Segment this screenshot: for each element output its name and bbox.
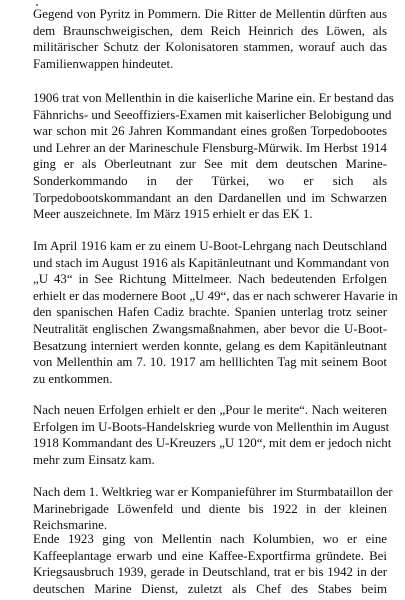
text-line: Kaffeeplantage erwarb und eine Kaffee-Exportfirma gründete. Bei xyxy=(33,548,387,563)
text-line: „U 43“ in See Richtung Mittelmeer. Nach bedeutenden Erfolgen xyxy=(33,272,387,287)
text-line: dem Braunschweigischen, dem Reich Heinrich des Löwen, als xyxy=(33,23,387,38)
text-line: Kriegsausbruch 1939, gerade in Deutschland, trat er bis 1942 in der xyxy=(33,565,387,580)
text-line: Nach dem 1. Weltkrieg war er Kompanieführer im Sturmbataillon der xyxy=(33,485,393,499)
text-line: Gegend von Pyritz in Pommern. Die Ritter de Mellentin dürften aus xyxy=(33,7,387,21)
text-line: Familienwappen hindeutet. xyxy=(33,56,174,71)
text-line: Neutralität englischen Zwangsmaßnahmen, aber bevor die U-Boot- xyxy=(33,321,387,336)
text-line: war schon mit 26 Jahren Kommandant eines großen Torpedobootes xyxy=(33,124,387,139)
text-line: und Lehrer an der Marineschule Flensburg-Mürwik. Im Herbst 1914 xyxy=(33,140,387,155)
text-line: Torpedobootskommandant an den Dardanellen und im Schwarzen xyxy=(33,190,387,205)
text-line: militärischer Schutz der Kolonisatoren stammen, worauf auch das xyxy=(33,40,387,55)
paragraph-after-war xyxy=(33,484,393,534)
paragraph-navy-career xyxy=(33,90,394,223)
paragraph-colombia xyxy=(33,531,387,597)
text-line: 1906 trat von Mellenthin in die kaiserliche Marine ein. Er bestand das xyxy=(33,91,394,105)
text-line: Sonderkommando in der Türkei, wo er sich als xyxy=(33,173,387,188)
text-line: 1918 Kommandant des U-Kreuzers „U 120“, mit dem er jedoch nicht xyxy=(33,436,392,451)
text-line: Im April 1916 kam er zu einem U-Boot-Lehrgang nach Deutschland xyxy=(33,239,387,253)
text-line: ging er als Oberleutnant zur See mit dem deutschen Marine- xyxy=(33,157,387,172)
text-line: Marinebrigade Löwenfeld und diente bis 1922 in der kleinen xyxy=(33,501,387,516)
text-line: Ende 1923 ging von Mellentin nach Kolumbien, wo er eine xyxy=(33,532,387,546)
paragraph-u-boot xyxy=(33,238,398,387)
paragraph-family-origin xyxy=(33,6,387,72)
text-line: Reichsmarine. xyxy=(33,518,108,533)
text-line: und stach im August 1916 als Kapitänleutnant und Kommandant von xyxy=(33,255,390,270)
text-line: mehr zum Einsatz kam. xyxy=(33,452,155,467)
text-line: Nach neuen Erfolgen erhielt er den „Pour le merite“. Nach weiteren xyxy=(33,403,387,417)
paragraph-pour-le-merite xyxy=(33,402,392,468)
text-line: von Mellenthin am 7. 10. 1917 am helllichten Tag mit seinem Boot xyxy=(33,355,387,370)
text-line: zu entkommen. xyxy=(33,371,113,386)
text-line: Meer auszeichnete. Im März 1915 erhielt er das EK 1. xyxy=(33,207,313,222)
text-line: den spanischen Hafen Cadiz brachte. Spanien unterlag trotz seiner xyxy=(33,305,387,320)
text-line: Besatzung interniert werden konnte, gelang es dem Kapitänleutnant xyxy=(33,338,387,353)
text-line: Fähnrichs- und Seeoffiziers-Examen mit kaiserlicher Belobigung und xyxy=(33,107,392,122)
text-line: erhielt er das modernere Boot „U 49“, das er nach schwerer Havarie in xyxy=(33,288,398,303)
text-line: deutschen Marine Dienst, zuletzt als Chef des Stabes beim xyxy=(33,581,387,596)
text-line: Erfolgen im U-Boots-Handelskrieg wurde von Mellenthin im August xyxy=(33,419,390,434)
